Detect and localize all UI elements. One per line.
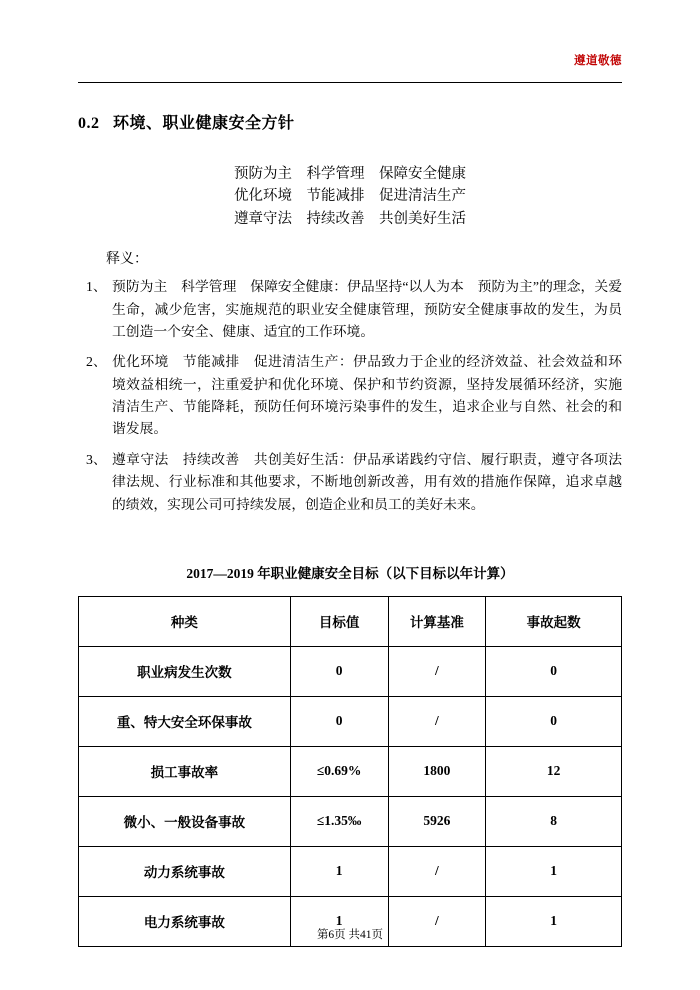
cell-category: 微小、一般设备事故 <box>79 796 291 846</box>
list-item-text: 优化环境 节能减排 促进清洁生产：伊品致力于企业的经济效益、社会效益和环境效益相统一，注重爱护和优化环境、保护和节约资源，坚持发展循环经济，实施清洁生产、节能降耗，预防任何环境污染事件的发生，追求企业与自然、社会的和谐发展。 <box>112 354 622 437</box>
list-item-number: 3、 <box>86 451 107 467</box>
header-watermark-text: 遵道敬德 <box>574 55 622 67</box>
policy-line-2: 优化环境 节能减排 促进清洁生产 <box>234 188 466 205</box>
list-item <box>78 449 622 516</box>
cell-target: 0 <box>290 646 388 696</box>
cell-target: 1 <box>290 846 388 896</box>
cell-category: 职业病发生次数 <box>79 646 291 696</box>
cell-target: ≤1.35‰ <box>290 796 388 846</box>
cell-target: ≤0.69% <box>290 746 388 796</box>
explanation-list <box>78 276 622 515</box>
document-content <box>78 100 622 947</box>
column-header-basis: 计算基准 <box>388 596 486 646</box>
list-item-text: 预防为主 科学管理 保障安全健康：伊品坚持“以人为本 预防为主”的理念，关爱生命，减少危害，实施规范的职业安全健康管理，预防安全健康事故的发生，为员工创造一个安全、健康、适宜的工作环境。 <box>112 279 622 340</box>
policy-statement <box>78 163 622 230</box>
column-header-target: 目标值 <box>290 596 388 646</box>
column-header-incidents: 事故起数 <box>486 596 622 646</box>
cell-category: 损工事故率 <box>79 746 291 796</box>
table-row <box>79 746 622 796</box>
cell-basis: 5926 <box>388 796 486 846</box>
cell-basis: / <box>388 846 486 896</box>
page-footer: 第6页 共41页 <box>316 929 384 941</box>
table-row <box>79 646 622 696</box>
cell-basis: / <box>388 896 486 946</box>
cell-basis: 1800 <box>388 746 486 796</box>
cell-target: 1 <box>290 896 388 946</box>
cell-incidents: 1 <box>486 846 622 896</box>
list-item <box>78 351 622 440</box>
explanation-label: 释义： <box>106 252 148 268</box>
table-row <box>79 796 622 846</box>
section-title-text: 环境、职业健康安全方针 <box>113 115 295 132</box>
cell-incidents: 0 <box>486 646 622 696</box>
header-rule <box>78 82 622 83</box>
cell-target: 0 <box>290 696 388 746</box>
safety-goals-table <box>78 596 622 947</box>
section-number: 0.2 <box>78 115 100 132</box>
cell-incidents: 8 <box>486 796 622 846</box>
column-header-category: 种类 <box>79 596 291 646</box>
table-row <box>79 696 622 746</box>
cell-basis: / <box>388 646 486 696</box>
cell-category: 重、特大安全环保事故 <box>79 696 291 746</box>
cell-category: 动力系统事故 <box>79 846 291 896</box>
cell-incidents: 0 <box>486 696 622 746</box>
table-row <box>79 846 622 896</box>
list-item <box>78 276 622 343</box>
cell-incidents: 1 <box>486 896 622 946</box>
table-header-row <box>79 596 622 646</box>
cell-category: 电力系统事故 <box>79 896 291 946</box>
list-item-number: 2、 <box>86 354 107 370</box>
list-item-text: 遵章守法 持续改善 共创美好生活：伊品承诺践约守信、履行职责，遵守各项法律法规、行业标准和其他要求，不断地创新改善，用有效的措施作保障，追求卓越的绩效，实现公司可持续发展，创造企业和员工的美好未来。 <box>112 451 622 512</box>
list-item-number: 1、 <box>86 279 107 295</box>
table-caption: 2017—2019 年职业健康安全目标（以下目标以年计算） <box>186 565 514 581</box>
cell-basis: / <box>388 696 486 746</box>
policy-line-3: 遵章守法 持续改善 共创美好生活 <box>234 210 466 227</box>
section-heading <box>78 110 622 133</box>
cell-incidents: 12 <box>486 746 622 796</box>
policy-line-1: 预防为主 科学管理 保障安全健康 <box>234 166 466 182</box>
